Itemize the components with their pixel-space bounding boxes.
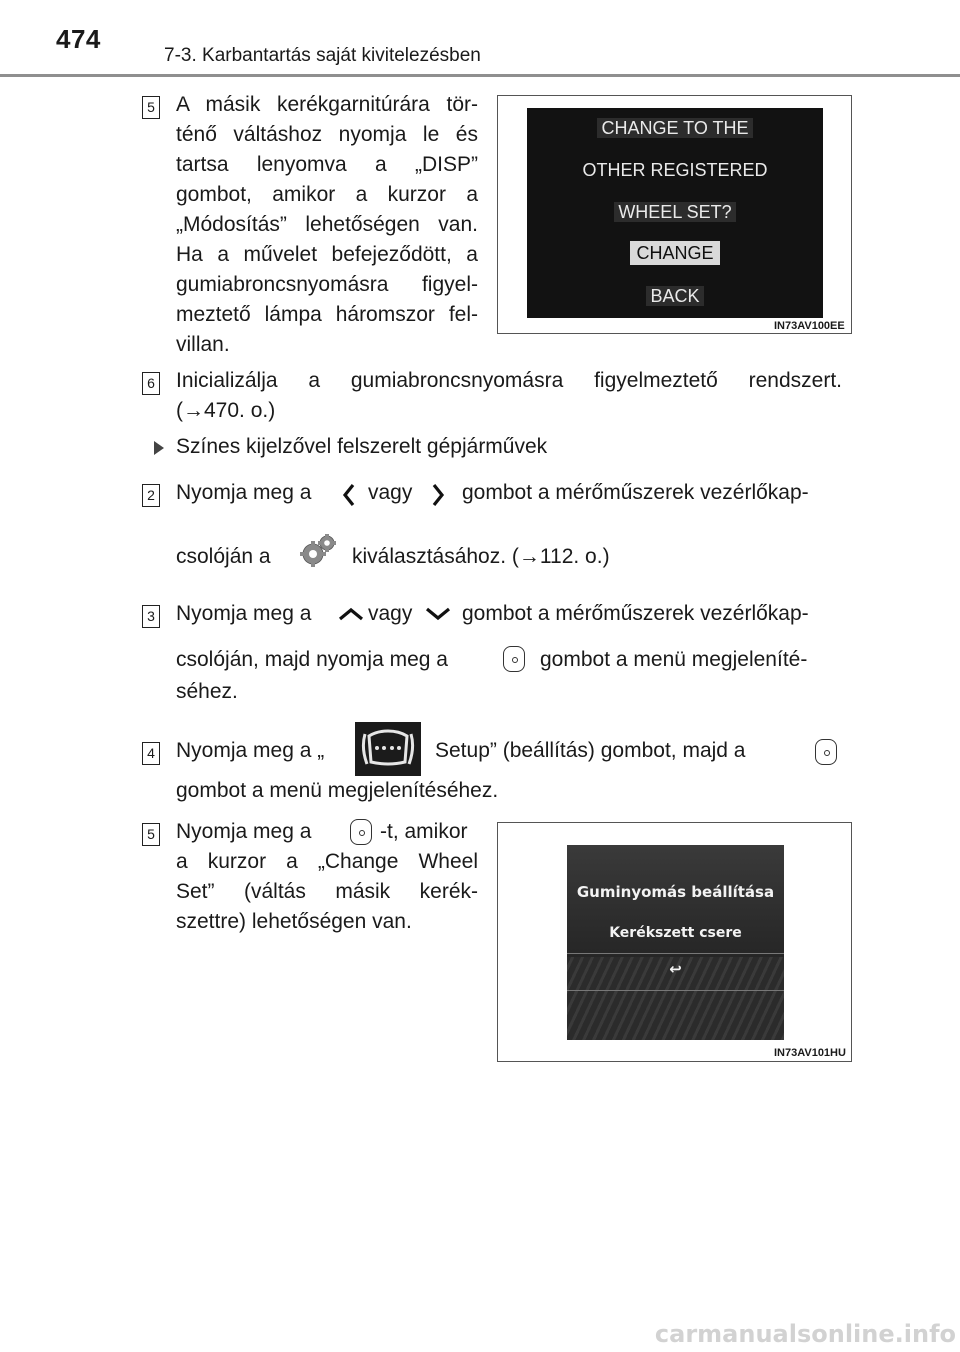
screen-change-option: CHANGE <box>630 241 719 265</box>
figure-1-screen <box>527 108 823 318</box>
screen-menu-item: Kerékszett csere <box>609 925 742 941</box>
step-number-4: 4 <box>142 742 160 765</box>
step-number-5: 5 <box>142 96 160 119</box>
chevron-down-icon <box>425 606 451 622</box>
step-number-2: 2 <box>142 484 160 507</box>
step-number-5b: 5 <box>142 823 160 846</box>
figure-2-code: IN73AV101HU <box>774 1047 846 1059</box>
step-5b-text-b: -t, amikor <box>380 820 468 843</box>
page-number: 474 <box>56 24 101 54</box>
step-2-text-a: Nyomja meg a <box>176 481 312 504</box>
step-number-6: 6 <box>142 372 160 395</box>
step-3-text-e: gombot a menü megjeleníté- <box>540 648 808 671</box>
section-heading: Színes kijelzővel felszerelt gépjárművek <box>176 435 548 458</box>
screen-line-1: CHANGE TO THE <box>597 118 752 138</box>
step-3-text-a: Nyomja meg a <box>176 602 312 625</box>
step-3-text-d: csolóján, majd nyomja meg a <box>176 648 448 671</box>
chevron-right-icon <box>431 483 445 507</box>
tpms-icon <box>355 722 421 776</box>
step-4-text-a: Nyomja meg a „ <box>176 739 325 762</box>
ok-button-icon <box>503 646 525 672</box>
triangle-bullet-icon <box>153 440 165 456</box>
ok-button-icon <box>815 739 837 765</box>
chevron-left-icon <box>342 483 356 507</box>
step-2-text-d: csolóján a <box>176 545 271 568</box>
chapter-title: 7-3. Karbantartás saját kivitelezésben <box>164 45 481 66</box>
step-6-line-1: Inicializálja a gumiabroncsnyomásra figyelmeztető rendszert. <box>176 369 842 392</box>
screen-line-3: WHEEL SET? <box>614 202 735 222</box>
header-rule <box>0 74 960 77</box>
figure-2-screen <box>567 845 784 1040</box>
chevron-up-icon <box>338 606 364 622</box>
step-3-text-b: vagy <box>368 602 413 625</box>
screen-back-option: BACK <box>646 286 703 306</box>
step-5-text: A másik kerékgarnitúrára tör- ténő váltáshoz nyomja le és tartsa lenyomva a „DISP” gombot, amikor a kurzor a „Módosítás” lehetőségen van. Ha a művelet befejeződött, a gumiabroncsnyomásra figyel- meztető lámpa háromszor fel- villan. <box>176 93 478 356</box>
ok-button-icon <box>350 819 372 845</box>
step-2-text-e: kiválasztásához. (→112. o.) <box>352 545 610 568</box>
watermark: carmanualsonline.info <box>654 1320 956 1348</box>
step-2-text-c: gombot a mérőműszerek vezérlőkap- <box>462 481 809 504</box>
step-4-text-b: Setup” (beállítás) gombot, majd a <box>435 739 746 762</box>
step-2-text-b: vagy <box>368 481 413 504</box>
step-3-text-c: gombot a mérőműszerek vezérlőkap- <box>462 602 809 625</box>
step-number-3: 3 <box>142 605 160 628</box>
step-6-line-2: (→470. o.) <box>176 399 276 422</box>
step-5b-text-a: Nyomja meg a <box>176 820 312 843</box>
screen-line-2: OTHER REGISTERED <box>582 160 768 180</box>
gear-icon <box>298 533 338 573</box>
screen-title: Guminyomás beállítása <box>576 883 775 901</box>
step-4-text-c: gombot a menü megjelenítéséhez. <box>176 779 499 802</box>
back-icon: ↩ <box>669 960 682 978</box>
step-3-text-f: séhez. <box>176 680 238 703</box>
figure-1-code: IN73AV100EE <box>774 320 845 332</box>
step-5b-text-body: a kurzor a „Change Wheel Set” (váltás másik kerék- szettre) lehetőségen van. <box>176 850 478 933</box>
